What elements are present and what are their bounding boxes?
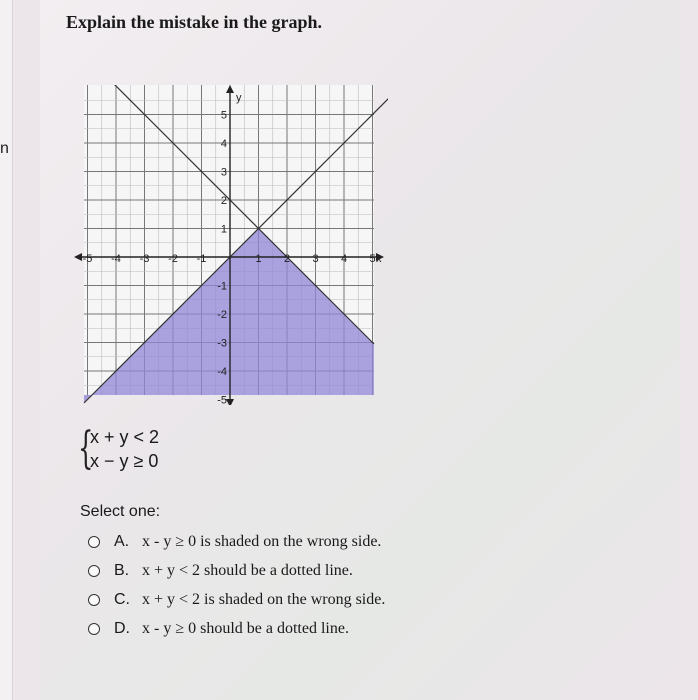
option-letter: D. <box>114 620 130 637</box>
x-tick-label: 5 <box>369 253 376 265</box>
y-tick-label: 1 <box>220 223 227 236</box>
option-text: x + y < 2 should be a dotted line. <box>142 562 353 579</box>
option-letter: B. <box>114 562 130 579</box>
x-tick-label: 2 <box>283 253 291 265</box>
inequality-1: x + y < 2 <box>90 427 160 447</box>
inequality-2: x − y ≥ 0 <box>90 451 159 471</box>
system-brace: { <box>78 423 94 474</box>
x-tick-label: -2 <box>168 253 178 265</box>
x-axis-label: x <box>376 253 382 265</box>
radio-icon[interactable] <box>88 565 100 577</box>
x-tick-label: -5 <box>82 253 93 265</box>
x-axis-arrow-left <box>74 253 82 261</box>
edge-text-fragment: n <box>0 140 9 157</box>
x-tick-label: 3 <box>312 253 319 265</box>
y-tick-label: -5 <box>217 394 227 405</box>
x-tick-label: 1 <box>255 253 262 265</box>
y-tick-label: 3 <box>220 166 227 179</box>
x-tick-label: -1 <box>196 253 207 265</box>
option-a[interactable] <box>88 530 381 554</box>
y-tick-label: -4 <box>217 366 227 378</box>
y-tick-label: -1 <box>217 280 227 293</box>
y-axis-label: y <box>236 92 242 104</box>
option-c[interactable] <box>88 588 385 612</box>
y-tick-label: 4 <box>220 138 227 150</box>
radio-icon[interactable] <box>88 623 100 635</box>
select-one-label: Select one: <box>80 503 161 520</box>
graph <box>68 85 388 405</box>
x-tick-label: 4 <box>340 253 348 265</box>
option-d[interactable] <box>88 617 349 641</box>
option-text: x - y ≥ 0 is shaded on the wrong side. <box>142 533 382 550</box>
option-text: x - y ≥ 0 should be a dotted line. <box>142 620 349 637</box>
y-axis-arrow-down <box>226 399 234 405</box>
y-tick-label: -2 <box>217 309 227 321</box>
option-text: x + y < 2 is shaded on the wrong side. <box>142 591 386 608</box>
y-tick-label: 5 <box>220 109 227 122</box>
radio-icon[interactable] <box>88 594 100 606</box>
option-b[interactable] <box>88 559 353 583</box>
y-tick-label: -3 <box>217 337 227 350</box>
radio-icon[interactable] <box>88 536 100 548</box>
x-tick-label: -4 <box>111 253 121 265</box>
y-tick-label: 2 <box>220 195 227 207</box>
x-tick-label: -3 <box>139 253 150 265</box>
option-letter: A. <box>114 533 130 550</box>
option-letter: C. <box>114 591 130 608</box>
graph-svg <box>68 85 388 405</box>
left-window-edge <box>0 0 13 700</box>
question-text: Explain the mistake in the graph. <box>66 12 323 32</box>
